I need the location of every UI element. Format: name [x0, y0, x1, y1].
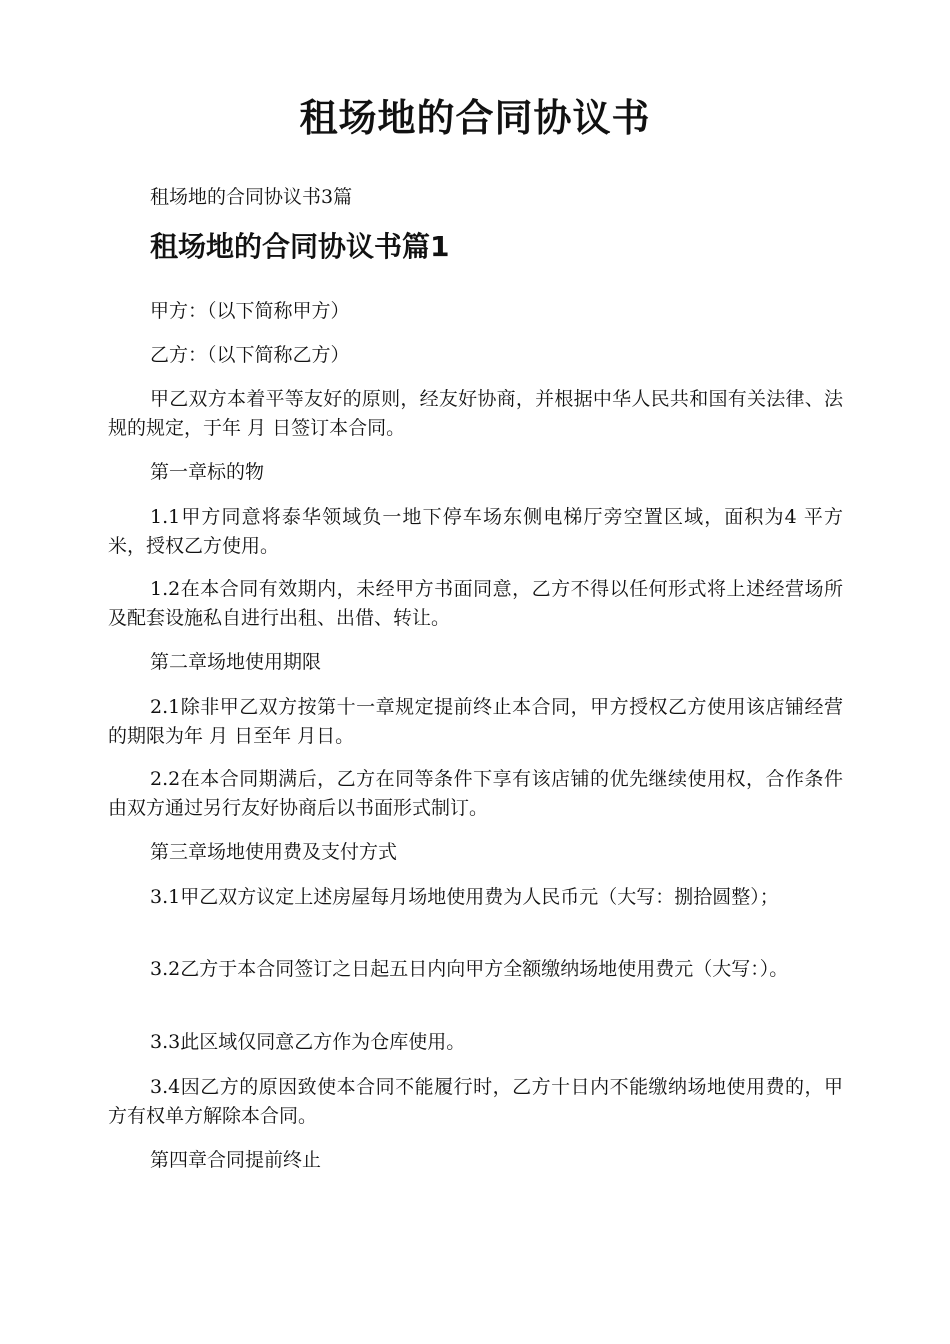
clause-2-2: 2.2在本合同期满后，乙方在同等条件下享有该店铺的优先继续使用权，合作条件由双方通过另行友好协商后以书面形式制订。: [108, 768, 843, 819]
clause-3-3: 3.3此区域仅同意乙方作为仓库使用。: [150, 1031, 466, 1053]
document-subtitle: 租场地的合同协议书3篇: [150, 186, 353, 208]
document-title: 租场地的合同协议书: [299, 96, 651, 140]
section-heading: 租场地的合同协议书篇1: [150, 230, 450, 263]
chapter-heading-2: 第二章场地使用期限: [150, 651, 322, 673]
clause-3-4: 3.4因乙方的原因致使本合同不能履行时，乙方十日内不能缴纳场地使用费的，甲方有权单方解除本合同。: [108, 1076, 843, 1127]
clause-1-2: 1.2在本合同有效期内，未经甲方书面同意，乙方不得以任何形式将上述经营场所及配套设施私自进行出租、出借、转让。: [108, 578, 843, 629]
party-a-line: 甲方：（以下简称甲方）: [150, 300, 350, 322]
chapter-heading-1: 第一章标的物: [150, 461, 265, 483]
chapter-heading-3: 第三章场地使用费及支付方式: [150, 841, 398, 863]
clause-3-1: 3.1甲乙双方议定上述房屋每月场地使用费为人民币元（大写：捌拾圆整）；: [150, 886, 779, 908]
clause-3-2: 3.2乙方于本合同签订之日起五日内向甲方全额缴纳场地使用费元（大写：）。: [150, 958, 789, 980]
chapter-heading-4: 第四章合同提前终止: [150, 1149, 322, 1171]
clause-2-1: 2.1除非甲乙双方按第十一章规定提前终止本合同，甲方授权乙方使用该店铺经营的期限为年 月 日至年 月日。: [108, 696, 843, 747]
party-b-line: 乙方：（以下简称乙方）: [150, 344, 350, 366]
preamble-paragraph: 甲乙双方本着平等友好的原则，经友好协商，并根据中华人民共和国有关法律、法规的规定，于年 月 日签订本合同。: [108, 388, 843, 439]
clause-1-1: 1.1甲方同意将泰华领域负一地下停车场东侧电梯厅旁空置区域，面积为4 平方米，授权乙方使用。: [108, 506, 843, 557]
